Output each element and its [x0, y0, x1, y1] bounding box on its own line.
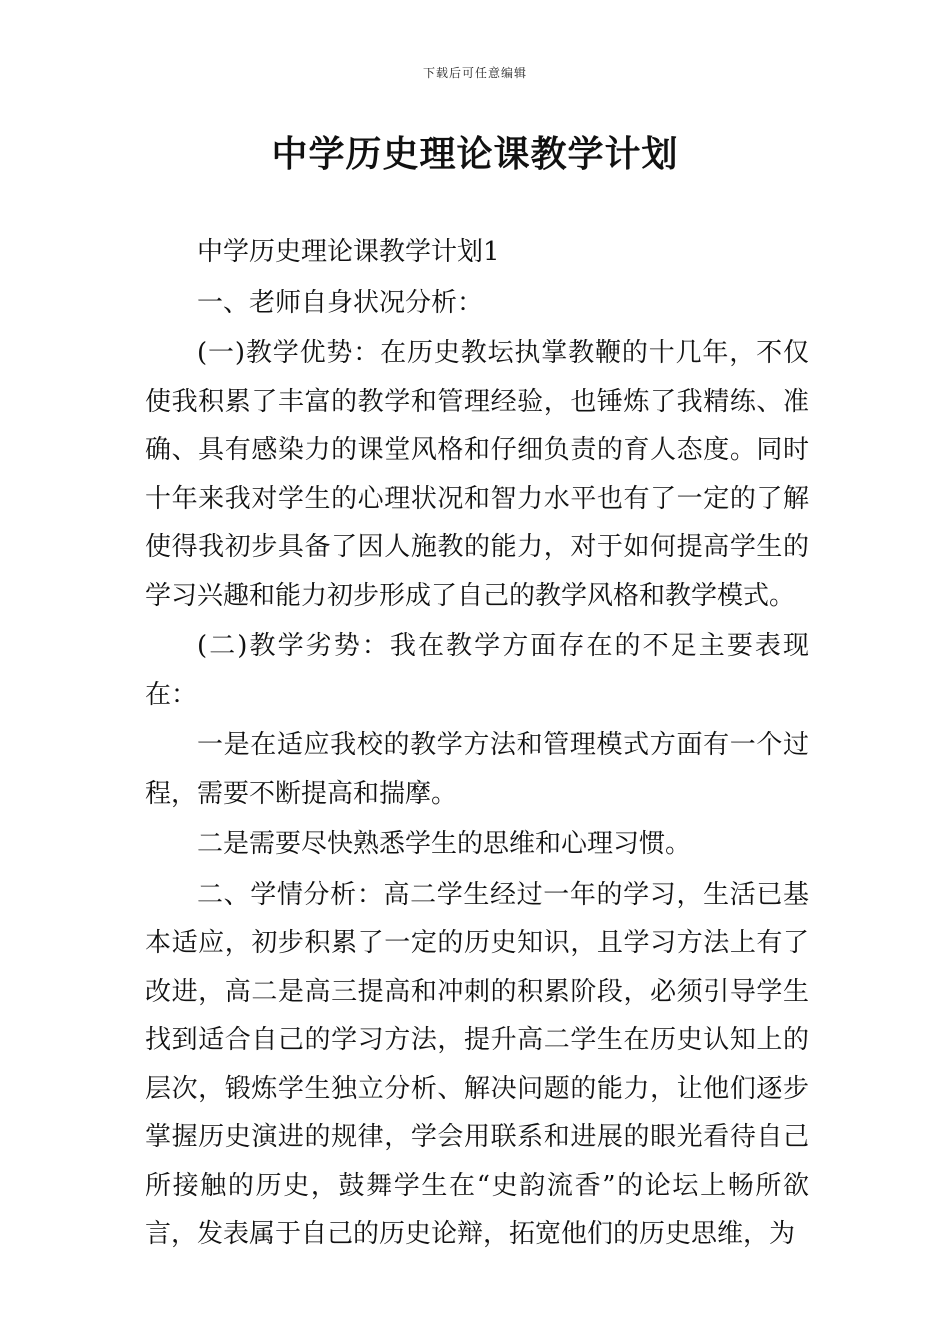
header-note: 下载后可任意编辑: [422, 66, 527, 80]
paragraph-weakness-two: 二是需要尽快熟悉学生的思维和心理习惯。: [197, 829, 692, 859]
paragraph-teaching-weaknesses: (二)教学劣势：我在教学方面存在的不足主要表现在：: [145, 631, 809, 710]
paragraph-subtitle: 中学历史理论课教学计划1: [197, 237, 500, 267]
paragraph-weakness-one: 一是在适应我校的教学方法和管理模式方面有一个过程，需要不断提高和揣摩。: [145, 730, 809, 809]
paragraph-student-analysis: 二、学情分析：高二学生经过一年的学习，生活已基本适应，初步积累了一定的历史知识，且学习方法上有了改进，高二是高三提高和冲刺的积累阶段，必须引导学生找到适合自己的学习方法，提升高二学生在历史认知上的层次，锻炼学生独立分析、解决问题的能力，让他们逐步掌握历史演进的规律，学会用联系和进展的眼光看待自己所接触的历史，鼓舞学生在“史韵流香”的论坛上畅所欲言，发表属于自己的历史论辩，拓宽他们的历史思维，为: [145, 879, 809, 1249]
paragraph-section-1-heading: 一、老师自身状况分析：: [197, 287, 484, 318]
paragraph-teaching-strengths: (一)教学优势：在历史教坛执掌教鞭的十几年，不仅使我积累了丰富的教学和管理经验，也锤炼了我精练、准确、具有感染力的课堂风格和仔细负责的育人态度。同时十年来我对学生的心理状况和智力水平也有了一定的了解使得我初步具备了因人施教的能力，对于如何提高学生的学习兴趣和能力初步形成了自己的教学风格和教学模式。: [145, 338, 809, 611]
document-body: [145, 228, 809, 1261]
document-title: 中学历史理论课教学计划: [271, 133, 679, 175]
